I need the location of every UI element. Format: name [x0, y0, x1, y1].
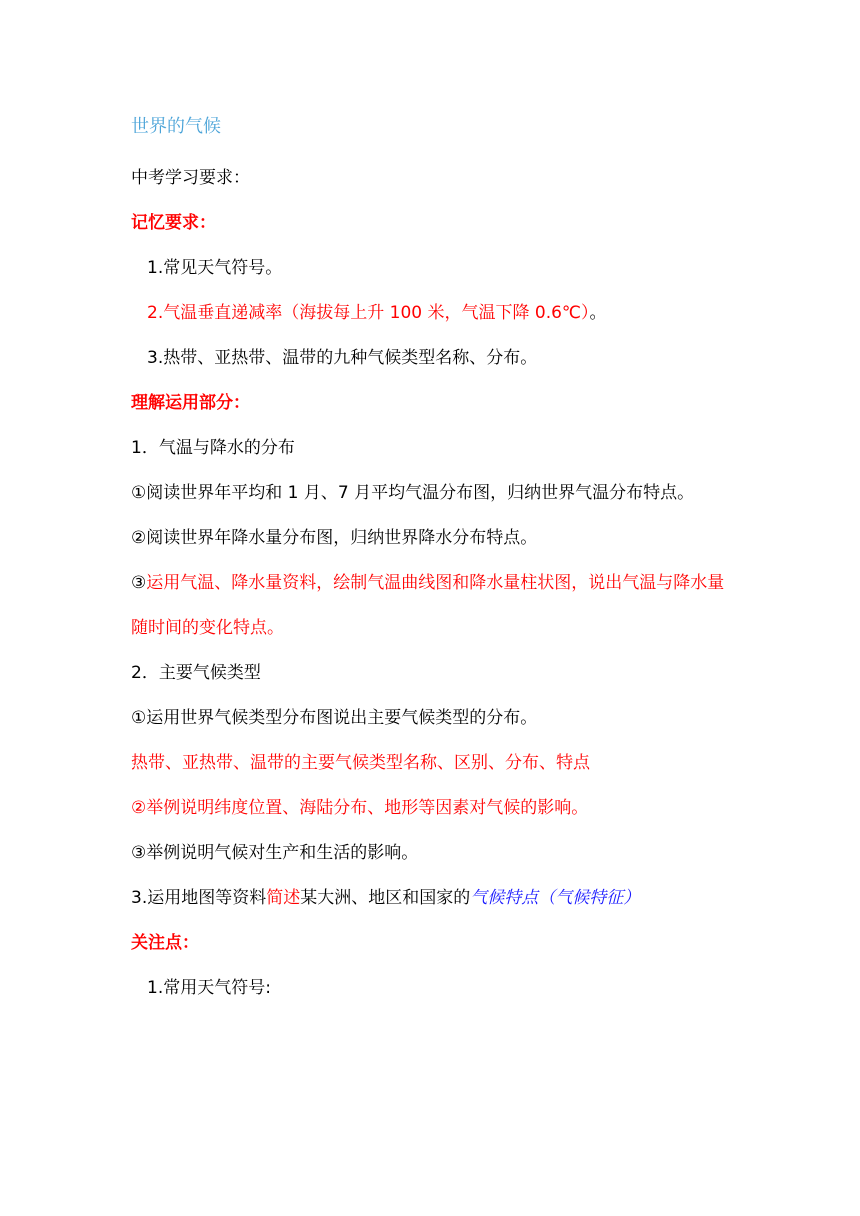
section1-paragraph-3: [131, 572, 724, 594]
memory-item-2-prefix: 2.: [147, 303, 164, 323]
memory-item-2-highlight: 气温垂直递减率（海拔每上升 100 米，气温下降 0.6℃）: [163, 303, 590, 323]
section1-paragraph-3-continued: 随时间的变化特点。: [131, 618, 284, 638]
section1-paragraph-2: ②阅读世界年降水量分布图，归纳世界降水分布特点。: [131, 528, 538, 548]
memory-item-2-suffix: 。: [589, 303, 607, 323]
section1-paragraph-3-highlight: 运用气温、降水量资料，绘制气温曲线图和降水量柱状图，说出气温与降水量: [146, 573, 725, 593]
memory-item-2: [147, 302, 607, 324]
section3-emphasis: 气候特点（气候特征）: [470, 888, 641, 908]
memory-item-3: 3.热带、亚热带、温带的九种气候类型名称、分布。: [147, 348, 538, 368]
requirements-heading: 中考学习要求：: [131, 168, 250, 188]
focus-heading: 关注点：: [131, 933, 199, 953]
section1-heading: 1．气温与降水的分布: [131, 438, 295, 458]
section1-paragraph-1: ①阅读世界年平均和 1 月、7 月平均气温分布图，归纳世界气温分布特点。: [131, 483, 695, 503]
section2-paragraph-1: ①运用世界气候类型分布图说出主要气候类型的分布。: [131, 708, 538, 728]
memory-heading: 记忆要求：: [131, 213, 216, 233]
understand-heading: 理解运用部分：: [131, 393, 250, 413]
section1-paragraph-3-prefix: ③: [131, 573, 147, 593]
section3-middle: 某大洲、地区和国家的: [300, 888, 471, 908]
section3-highlight: 简述: [266, 888, 301, 908]
section3-paragraph: [131, 887, 640, 909]
memory-item-1: 1.常见天气符号。: [147, 258, 283, 278]
section2-paragraph-2: 热带、亚热带、温带的主要气候类型名称、区别、分布、特点: [131, 753, 590, 773]
section2-heading: 2．主要气候类型: [131, 663, 261, 683]
page-title: 世界的气候: [131, 116, 221, 137]
focus-item-1: 1.常用天气符号:: [147, 978, 271, 998]
section3-prefix: 3.运用地图等资料: [131, 888, 267, 908]
section2-paragraph-3: ②举例说明纬度位置、海陆分布、地形等因素对气候的影响。: [131, 798, 589, 818]
section2-paragraph-4: ③举例说明气候对生产和生活的影响。: [131, 843, 419, 863]
